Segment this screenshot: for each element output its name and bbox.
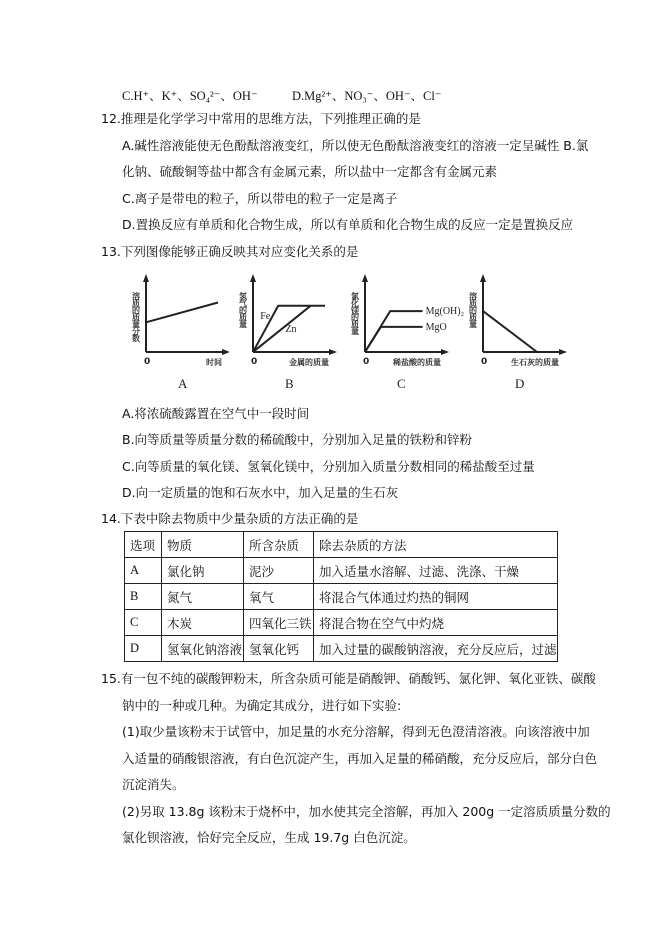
q15-step2-line1: (2)另取 13.8g 该粉末于烧杯中，加水使其完全溶解，再加入 200g 一定溶质质量分数的 [122,804,611,819]
series-label: Fe [260,311,271,322]
x-axis-arrow-icon [222,349,230,355]
y-axis-label: 氯化镁的质量 [350,292,360,334]
q13-option-a: A.将浓硫酸露置在空气中一段时间 [122,406,310,421]
chart-svg [465,270,575,395]
q13-option-d: D.向一定质量的饱和石灰水中，加入足量的生石灰 [122,485,399,500]
chart-c [347,270,465,399]
q11-option-c: C.H⁺、K⁺、SO₄²⁻、OH⁻ [122,89,258,103]
x-axis-label: 稀盐酸的质量 [393,358,441,367]
table-cell: 氯化钠 [162,558,244,584]
q13-option-b: B.向等质量等质量分数的稀硫酸中，分别加入足量的铁粉和锌粉 [122,432,473,447]
header-cell: 所含杂质 [244,532,314,558]
table-cell: 加入适量水溶解、过滤、洗涤、干燥 [314,558,558,584]
series-line [483,311,537,352]
y-axis-arrow-icon [250,274,256,282]
chart-caption: B [285,376,294,391]
x-axis-arrow-icon [441,349,449,355]
header-cell: 物质 [162,532,244,558]
header-cell: 除去杂质的方法 [314,532,558,558]
y-axis-arrow-icon [480,274,486,282]
chart-svg [347,270,465,395]
table-row [125,610,558,636]
q12-option-a: A.碱性溶液能使无色酚酞溶液变红，所以使无色酚酞溶液变红的溶液一定呈碱性 B.氯 [122,138,589,153]
y-axis-arrow-icon [143,274,149,282]
chart-svg [128,270,238,395]
table-cell: 将混合物在空气中灼烧 [314,610,558,636]
chart-a [128,270,238,399]
table-cell: D [125,636,162,662]
q12-option-b-cont: 化钠、硫酸铜等盐中都含有金属元素，所以盐中一定都含有金属元素 [122,164,498,179]
q15-step1-line1: (1)取少量该粉末于试管中，加足量的水充分溶解，得到无色澄清溶液。向该溶液中加 [122,724,590,739]
table-cell: B [125,584,162,610]
table-cell: 木炭 [162,610,244,636]
chart-caption: D [515,376,525,391]
chart-caption: C [397,376,406,391]
x-axis-arrow-icon [559,349,567,355]
q14-table [124,531,558,662]
table-cell: C [125,610,162,636]
q13-stem: 13.下列图像能够正确反映其对应变化关系的是 [101,244,359,259]
x-axis-label: 生石灰的质量 [511,358,559,367]
chart-svg [235,270,345,395]
table-row [125,584,558,610]
series-line [365,327,423,352]
y-axis-arrow-icon [362,274,368,282]
series-label: MgO [425,321,447,333]
q11-option-d: D.Mg²⁺、NO₃⁻、OH⁻、Cl⁻ [292,89,442,103]
chart-d [465,270,575,399]
table-cell: 氢氧化钙 [244,636,314,662]
series-label: Zn [285,324,297,336]
origin-label: 0 [144,357,151,367]
origin-label: 0 [363,357,370,367]
q12-option-c: C.离子是带电的粒子，所以带电的粒子一定是离子 [122,191,398,206]
q15-step2-line2: 氯化钡溶液，恰好完全反应，生成 19.7g 白色沉淀。 [122,830,416,845]
q15-step1-line2: 入适量的硝酸银溶液，有白色沉淀产生，再加入足量的稀硝酸，充分反应后，部分白色 [122,751,598,766]
series-line [146,303,218,323]
x-axis-label: 金属的质量 [289,358,329,367]
table-row [125,558,558,584]
q15-stem-line1: 15.有一包不纯的碳酸钾粉末，所含杂质可能是硝酸钾、硝酸钙、氯化钾、氧化亚铁、碳酸 [101,671,596,686]
origin-label: 0 [251,357,258,367]
table-cell: 氢氧化钠溶液 [162,636,244,662]
q12-option-d: D.置换反应有单质和化合物生成，所以有单质和化合物生成的反应一定是置换反应 [122,217,574,232]
header-cell: 选项 [125,532,162,558]
chart-b [235,270,345,399]
q14-stem: 14.下表中除去物质中少量杂质的方法正确的是 [101,511,359,526]
chart-caption: A [178,376,188,391]
table-cell: 加入过量的碳酸钠溶液，充分反应后，过滤 [314,636,558,662]
y-axis-label: 溶质的质量分数 [131,292,141,341]
q15-stem-line2: 钠中的一种或几种。为确定其成分，进行如下实验: [122,698,402,713]
q13-option-c: C.向等质量的氧化镁、氢氧化镁中，分别加入质量分数相同的稀盐酸至过量 [122,459,535,474]
x-axis-arrow-icon [329,349,337,355]
table-cell: A [125,558,162,584]
x-axis-label: 时间 [206,358,222,367]
table-cell: 泥沙 [244,558,314,584]
table-cell: 四氧化三铁 [244,610,314,636]
origin-label: 0 [481,357,488,367]
y-axis-label: 溶质的质量 [468,292,478,327]
q12-stem: 12.推理是化学学习中常用的思维方法，下列推理正确的是 [101,111,421,126]
table-cell: 氮气 [162,584,244,610]
series-label: Mg(OH)₂ [425,306,465,318]
series-line [365,311,423,352]
table-header-row [125,532,558,558]
table-cell: 将混合气体通过灼热的铜网 [314,584,558,610]
table-row [125,636,558,662]
table-cell: 氧气 [244,584,314,610]
y-axis-label: 氢气的质量 [238,292,248,327]
q15-step1-line3: 沉淀消失。 [122,777,185,792]
